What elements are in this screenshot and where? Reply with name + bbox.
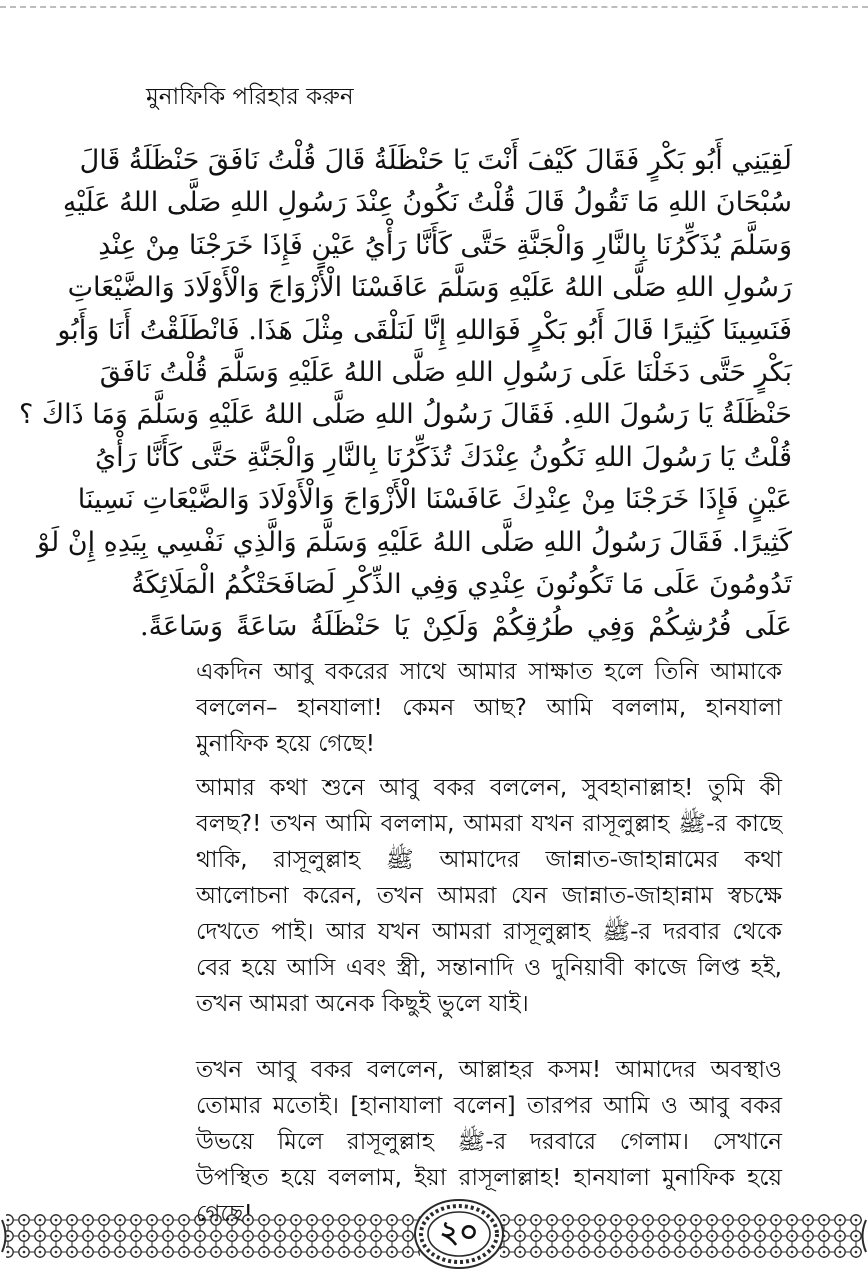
bengali-line: তখন আবু বকর বললেন, আল্লাহর কসম! আমাদের অবস্থাও	[196, 1057, 782, 1083]
arabic-hadith-text	[18, 140, 792, 649]
running-head: মুনাফিকি পরিহার করুন	[146, 84, 354, 110]
arabic-line: قُلْتُ يَا رَسُولَ اللهِ نَكُونُ عِنْدَكَ تُذَكِّرُنَا بِالنَّارِ وَالْجَنَّةِ حَتَّى كَأَنَّا رَأْيُ	[95, 441, 792, 473]
bengali-paragraph-1	[196, 654, 782, 762]
arabic-line: حَنْظَلَةُ يَا رَسُولَ اللهِ. فَقَالَ رَسُولُ اللهِ صَلَّى اللهُ عَلَيْهِ وَسَلَّمَ وَمَا ذَاكَ ؟	[18, 399, 792, 431]
arabic-line: كَثِيرًا. فَقَالَ رَسُولُ اللهِ صَلَّى اللهُ عَلَيْهِ وَسَلَّمَ وَالَّذِي نَفْسِي بِيَدِهِ إِنْ لَوْ	[37, 526, 792, 558]
bengali-line: উপস্থিত হয়ে বললাম, ইয়া রাসূলাল্লাহ! হানযালা মুনাফিক হয়ে	[196, 1165, 782, 1191]
arabic-line: بَكْرٍ حَتَّى دَخَلْنَا عَلَى رَسُولِ اللهِ صَلَّى اللهُ عَلَيْهِ وَسَلَّمَ قُلْتُ نَافَقَ	[99, 356, 792, 388]
bengali-line: তখন আমরা অনেক কিছুই ভুলে যাই।	[196, 991, 529, 1017]
arabic-line: عَلَى فُرُشِكُمْ وَفِي طُرُقِكُمْ وَلَكِنْ يَا حَنْظَلَةُ سَاعَةً وَسَاعَةً.	[140, 611, 792, 643]
arabic-line: لَقِيَنِي أَبُو بَكْرٍ فَقَالَ كَيْفَ أَنْتَ يَا حَنْظَلَةُ قَالَ قُلْتُ نَافَقَ حَنْظَلَةُ قَالَ	[79, 145, 792, 176]
bengali-line: আলোচনা করেন, তখন আমরা যেন জান্নাত-জাহান্নাম স্বচক্ষে	[196, 883, 782, 909]
arabic-line: تَدُومُونَ عَلَى مَا تَكُونُونَ عِنْدِي وَفِي الذِّكْرِ لَصَافَحَتْكُمُ الْمَلَائِكَةُ	[131, 568, 792, 600]
bengali-line: থাকি, রাসূলুল্লাহ ﷺ আমাদের জান্নাত-জাহান্নামের কথা	[196, 847, 783, 873]
arabic-line: فَنَسِينَا كَثِيرًا قَالَ أَبُو بَكْرٍ فَوَاللهِ إِنَّا لَنَلْقَى مِثْلَ هَذَا. فَانْطَلَقْتُ أَنَا وَأَبُو	[57, 314, 792, 346]
bengali-line: দেখতে পাই। আর যখন আমরা রাসূলুল্লাহ ﷺ-র দরবার থেকে	[196, 919, 782, 945]
bengali-line: মুনাফিক হয়ে গেছে!	[196, 731, 375, 757]
arabic-line: عَيْنٍ فَإِذَا خَرَجْنَا مِنْ عِنْدِكَ عَافَسْنَا الْأَزْوَاجَ وَالْأَوْلَادَ وَالضَّيْعَاتِ نَسِينَا	[77, 484, 792, 516]
arabic-line: وَسَلَّمَ يُذَكِّرُنَا بِالنَّارِ وَالْجَنَّةِ حَتَّى كَأَنَّا رَأْيُ عَيْنٍ فَإِذَا خَرَجْنَا مِنْ عِنْدِ	[98, 229, 792, 261]
arabic-line: سُبْحَانَ اللهِ مَا تَقُولُ قَالَ قُلْتُ نَكُونُ عِنْدَ رَسُولِ اللهِ صَلَّى اللهُ عَلَيْهِ	[62, 187, 792, 219]
bengali-line: আমার কথা শুনে আবু বকর বললেন, সুবহানাল্লাহ! তুমি কী	[196, 775, 782, 801]
bengali-line: বললেন– হানযালা! কেমন আছ? আমি বললাম, হানযালা	[196, 695, 782, 721]
bengali-line: বের হয়ে আসি এবং স্ত্রী, সন্তানাদি ও দুনিয়াবী কাজে লিপ্ত হই,	[196, 955, 782, 981]
bengali-line: বলছ?! তখন আমি বললাম, আমরা যখন রাসূলুল্লাহ ﷺ-র কাছে	[196, 811, 783, 837]
bengali-line: একদিন আবু বকরের সাথে আমার সাক্ষাত হলে তিনি আমাকে	[196, 659, 782, 685]
bengali-line: উভয়ে মিলে রাসূলুল্লাহ ﷺ-র দরবারে গেলাম। সেখানে	[196, 1129, 782, 1155]
page-number: ২০	[439, 1215, 479, 1250]
bengali-line: তোমার মতোই। [হানাযালা বলেন] তারপর আমি ও আবু বকর	[196, 1093, 782, 1119]
bengali-paragraph-2	[196, 770, 782, 1022]
arabic-line: رَسُولِ اللهِ صَلَّى اللهُ عَلَيْهِ وَسَلَّمَ عَافَسْنَا الْأَزْوَاجَ وَالْأَوْلَادَ وَالضَّيْعَاتِ	[67, 272, 792, 304]
top-scan-rule	[0, 6, 868, 8]
